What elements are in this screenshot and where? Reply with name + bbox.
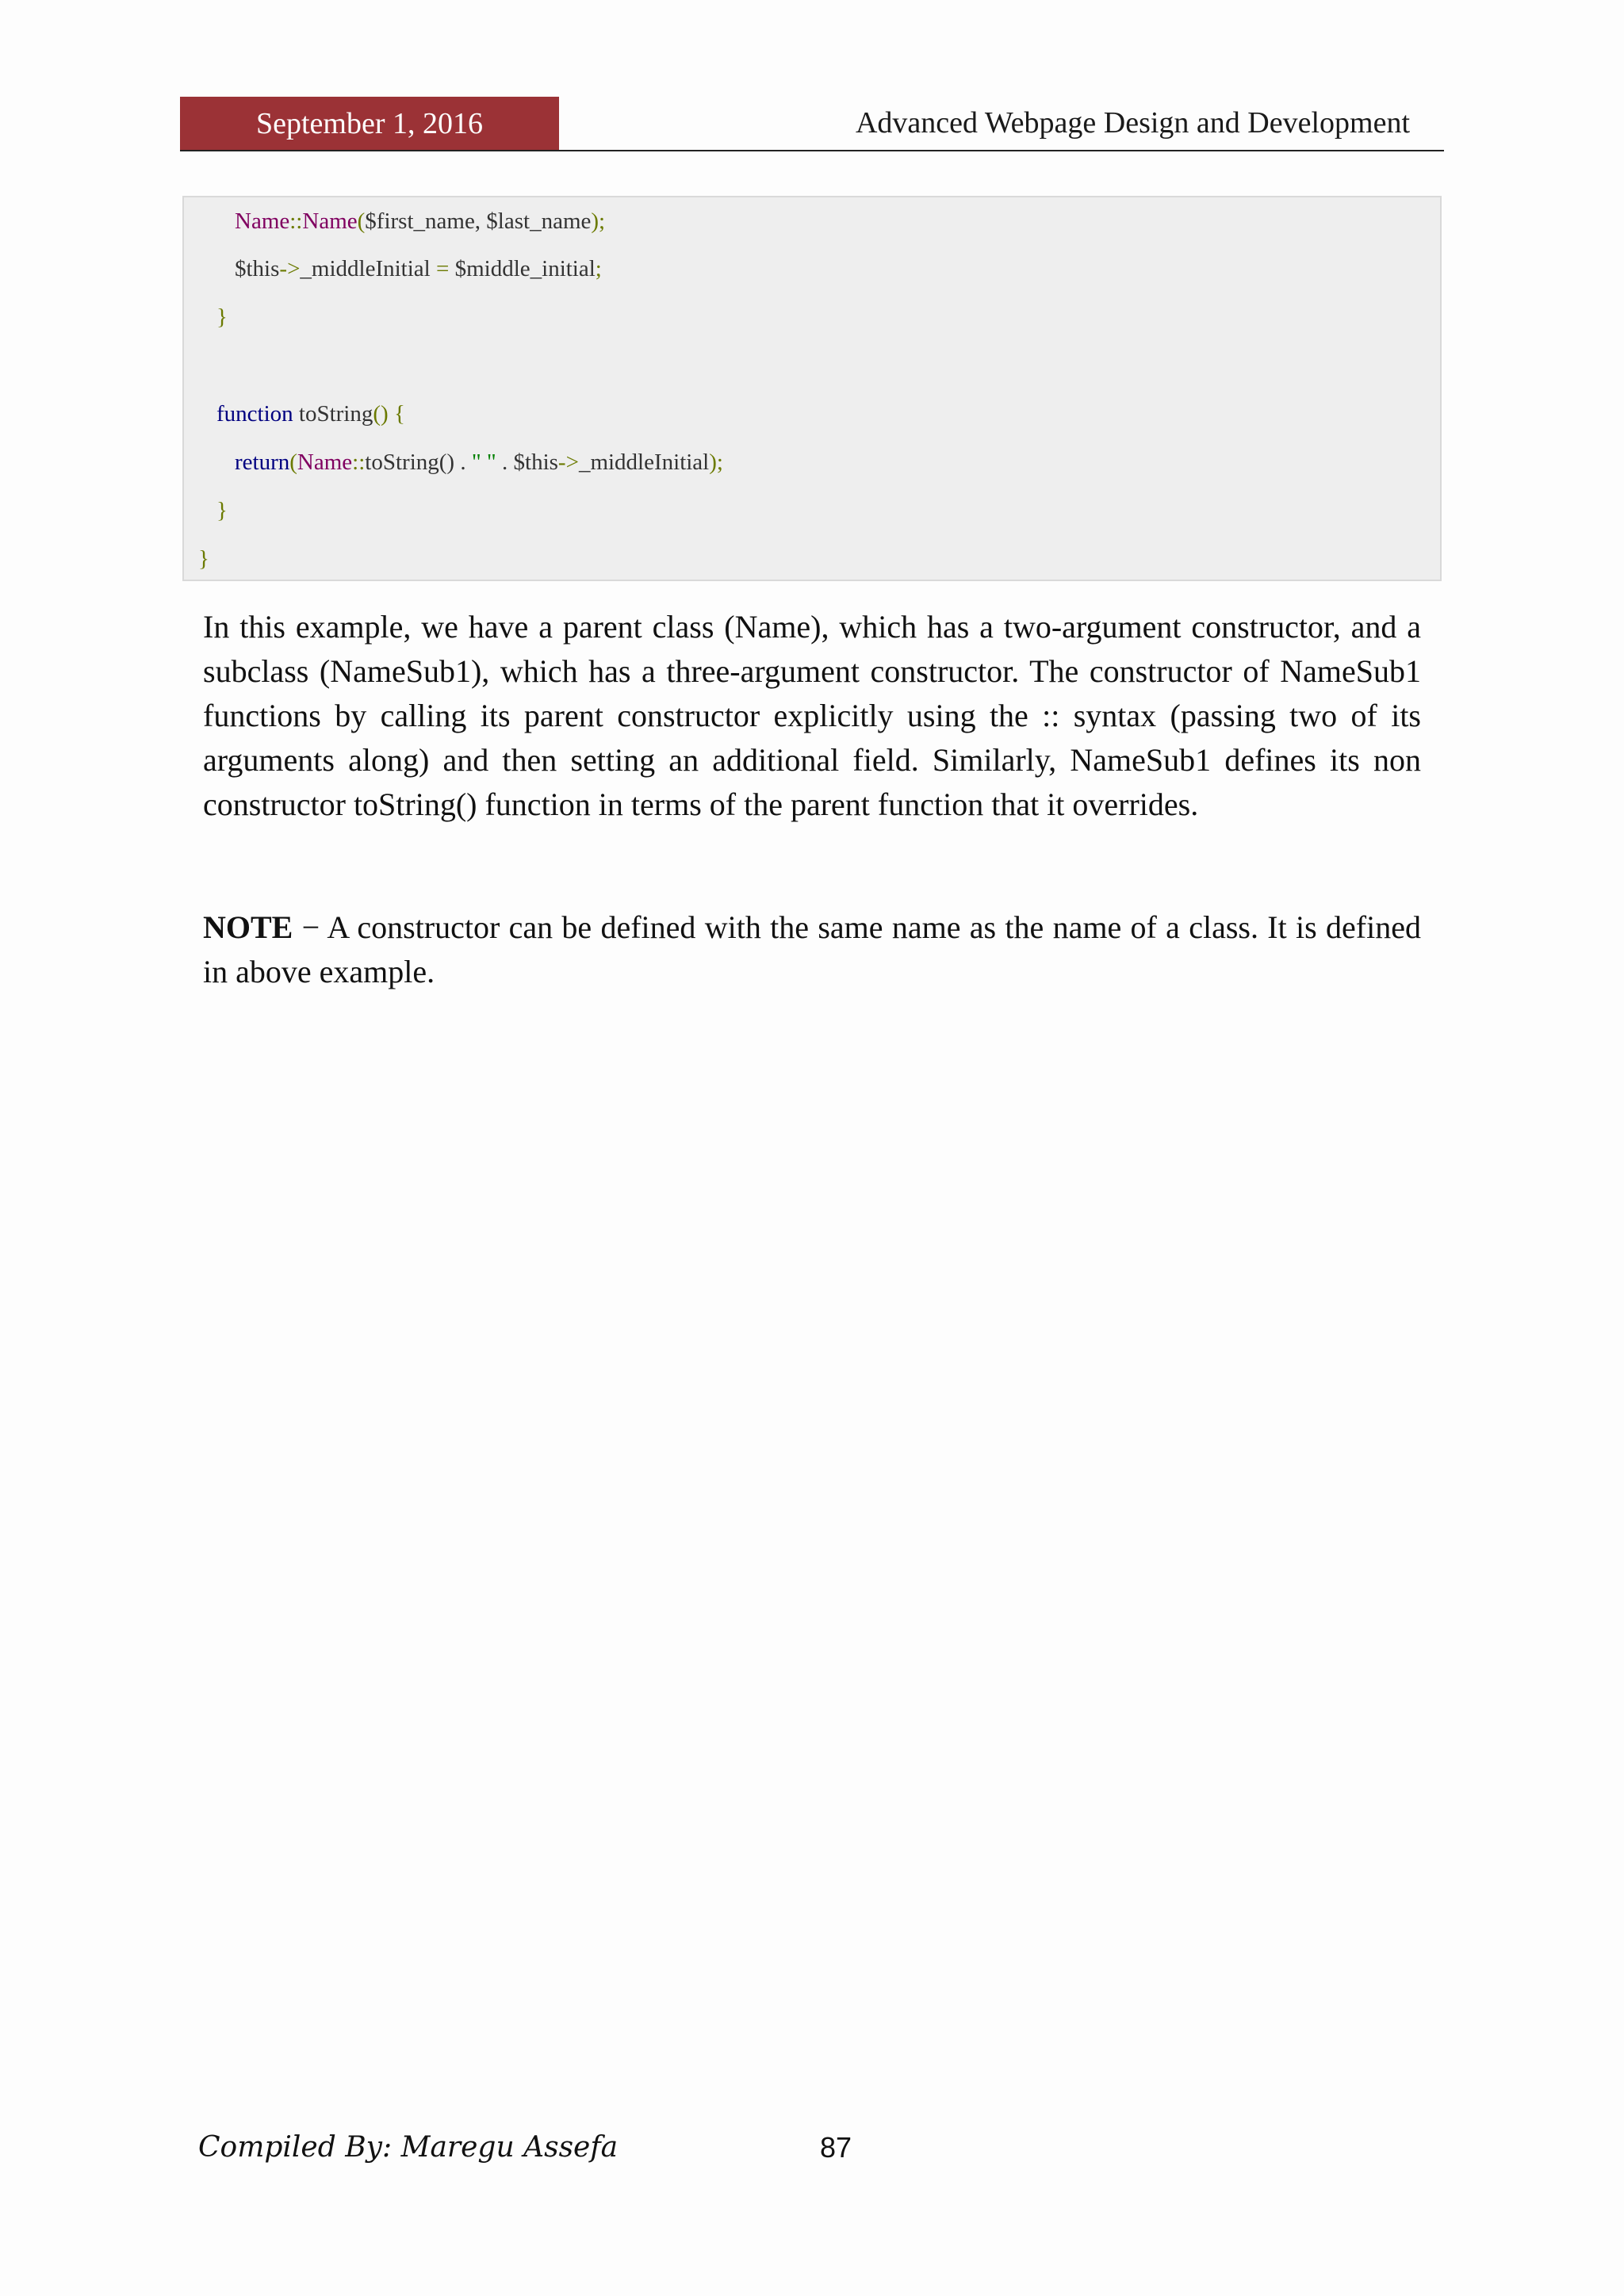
code-token: } [216, 498, 228, 523]
header-rule [180, 150, 1444, 151]
code-token: $middle_initial [449, 256, 596, 281]
note-label: NOTE [203, 909, 293, 945]
code-token: } [198, 546, 209, 572]
code-token: return [235, 450, 290, 475]
code-token: . $this [496, 450, 558, 475]
code-token: Name [235, 209, 290, 234]
code-token: $first_name, $last_name [365, 209, 592, 234]
code-line [235, 446, 723, 478]
code-token: $this [235, 256, 280, 281]
code-token: ( [289, 450, 297, 475]
code-token: Name [302, 209, 358, 234]
code-token: -> [279, 256, 301, 281]
note-text: A constructor can be defined with the same name as the name of a class. It is defined in above example. [203, 909, 1421, 989]
code-token: function [216, 401, 293, 427]
code-token: " " [471, 450, 496, 475]
code-token: _middleInitial [578, 450, 710, 475]
code-line [198, 543, 209, 575]
code-token: () { [373, 401, 405, 427]
code-token: :: [289, 209, 303, 234]
footer-author: Compiled By: Maregu Assefa [198, 2131, 619, 2164]
note-paragraph [203, 905, 1421, 994]
code-token: toString [293, 401, 373, 427]
code-block [182, 196, 1442, 581]
code-line [216, 398, 405, 430]
body-paragraph: In this example, we have a parent class (Name), which has a two-argument constructor, and a subclass (NameSub1), which has a three-argument constructor. The constructor of NameSub1 functions by calling its parent constructor explicitly using the :: syntax (passing two of its arguments along) and then setting an additional field. Similarly, NameSub1 defines its non constructor toString() function in terms of the parent function that it overrides. [203, 609, 1421, 822]
code-token: :: [352, 450, 366, 475]
code-token: _middleInitial [300, 256, 436, 281]
header-title: Advanced Webpage Design and Development [855, 106, 1410, 140]
code-line [235, 205, 605, 237]
code-line [216, 495, 228, 526]
code-token: -> [557, 450, 579, 475]
note-dash: − [293, 909, 327, 945]
code-token: ( [357, 209, 366, 234]
page-number: 87 [820, 2131, 852, 2164]
code-token: toString() . [365, 450, 472, 475]
code-token: ); [709, 450, 723, 475]
code-token: } [216, 304, 228, 330]
code-line [235, 253, 602, 285]
code-token: ; [595, 256, 602, 281]
header-date: September 1, 2016 [180, 97, 559, 151]
code-token: ); [591, 209, 606, 234]
code-line [216, 301, 228, 333]
code-token: = [435, 256, 450, 281]
code-token: Name [297, 450, 353, 475]
